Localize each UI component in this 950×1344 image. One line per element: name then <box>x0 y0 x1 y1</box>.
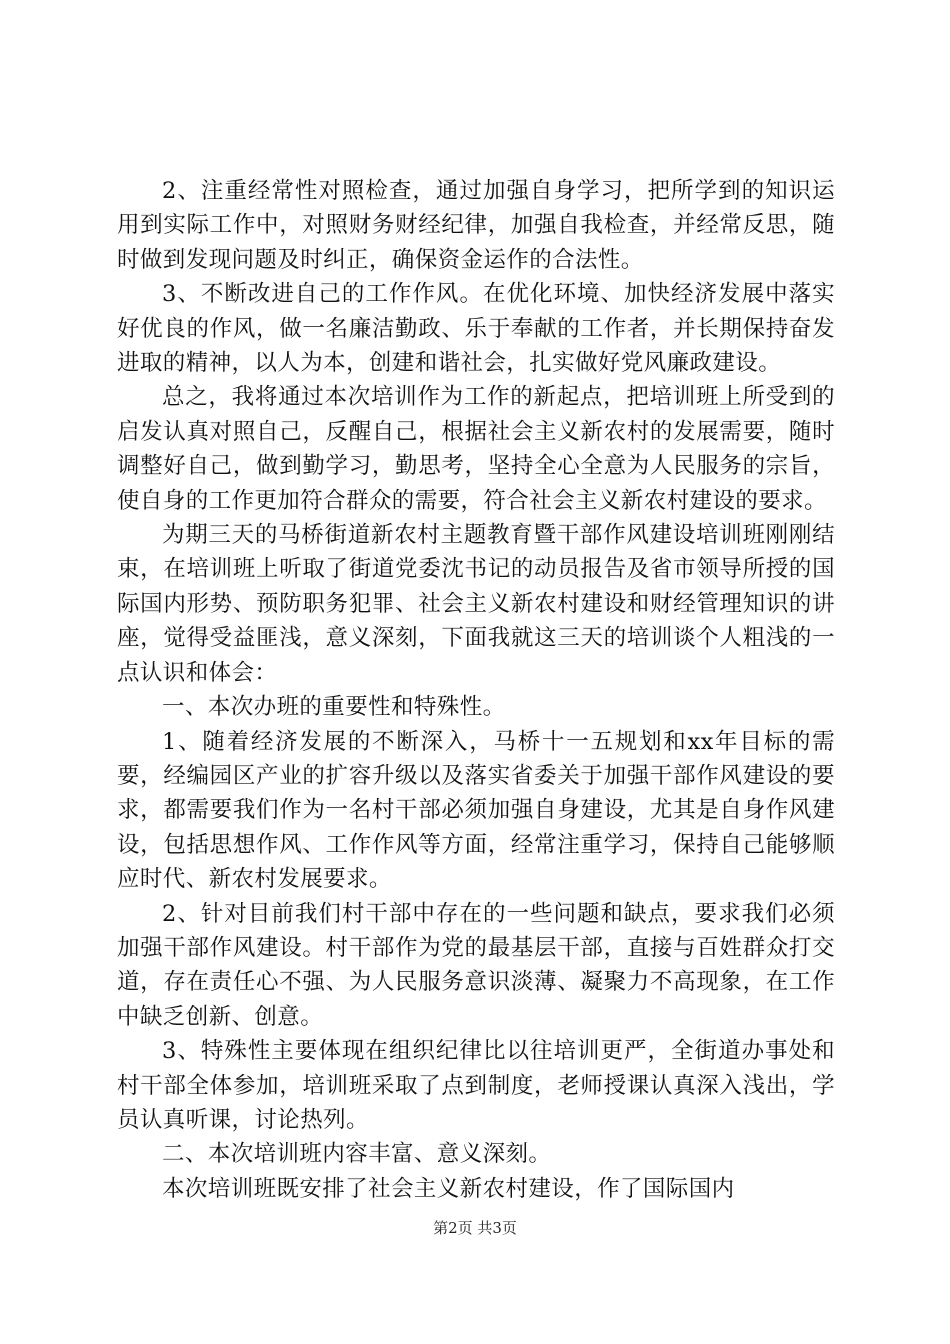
section-heading: 一、本次办班的重要性和特殊性。 <box>162 694 506 721</box>
document-body <box>117 174 835 1206</box>
paragraph: 3、不断改进自己的工作作风。在优化环境、加快经济发展中落实好优良的作风，做一名廉洁勤政、乐于奉献的工作者，并长期保持奋发进取的精神，以人为本，创建和谐社会，扎实做好党风廉政建设。 <box>117 281 835 377</box>
paragraph: 2、注重经常性对照检查，通过加强自身学习，把所学到的知识运用到实际工作中，对照财务财经纪律，加强自我检查，并经常反思，随时做到发现问题及时纠正，确保资金运作的合法性。 <box>117 178 835 273</box>
paragraph: 3、特殊性主要体现在组织纪律比以往培训更严，全街道办事处和村干部全体参加，培训班采取了点到制度，老师授课认真深入浅出，学员认真听课，讨论热列。 <box>117 1038 835 1133</box>
paragraph: 2、针对目前我们村干部中存在的一些问题和缺点，要求我们必须加强干部作风建设。村干部作为党的最基层干部，直接与百姓群众打交道，存在责任心不强、为人民服务意识淡薄、凝聚力不高现象，在工作中缺乏创新、创意。 <box>117 900 835 1030</box>
page-footer: 第2页 共3页 <box>433 1219 517 1237</box>
paragraph: 本次培训班既安排了社会主义新农村建设，作了国际国内 <box>162 1175 735 1202</box>
paragraph: 总之，我将通过本次培训作为工作的新起点，把培训班上所受到的启发认真对照自己，反醒自己，根据社会主义新农村的发展需要，随时调整好自己，做到勤学习，勤思考，坚持全心全意为人民服务的宗旨，使自身的工作更加符合群众的需要，符合社会主义新农村建设的要求。 <box>117 384 835 514</box>
paragraph: 1、随着经济发展的不断深入，马桥十一五规划和xx年目标的需要，经编园区产业的扩容升级以及落实省委关于加强干部作风建设的要求，都需要我们作为一名村干部必须加强自身建设，尤其是自身作风建设，包括思想作风、工作作风等方面，经常注重学习，保持自己能够顺应时代、新农村发展要求。 <box>117 728 835 893</box>
paragraph: 为期三天的马桥街道新农村主题教育暨干部作风建设培训班刚刚结束，在培训班上听取了街道党委沈书记的动员报告及省市领导所授的国际国内形势、预防职务犯罪、社会主义新农村建设和财经管理知识的讲座，觉得受益匪浅，意义深刻，下面我就这三天的培训谈个人粗浅的一点认识和体会： <box>117 522 835 686</box>
section-heading: 二、本次培训班内容丰富、意义深刻。 <box>162 1141 552 1168</box>
